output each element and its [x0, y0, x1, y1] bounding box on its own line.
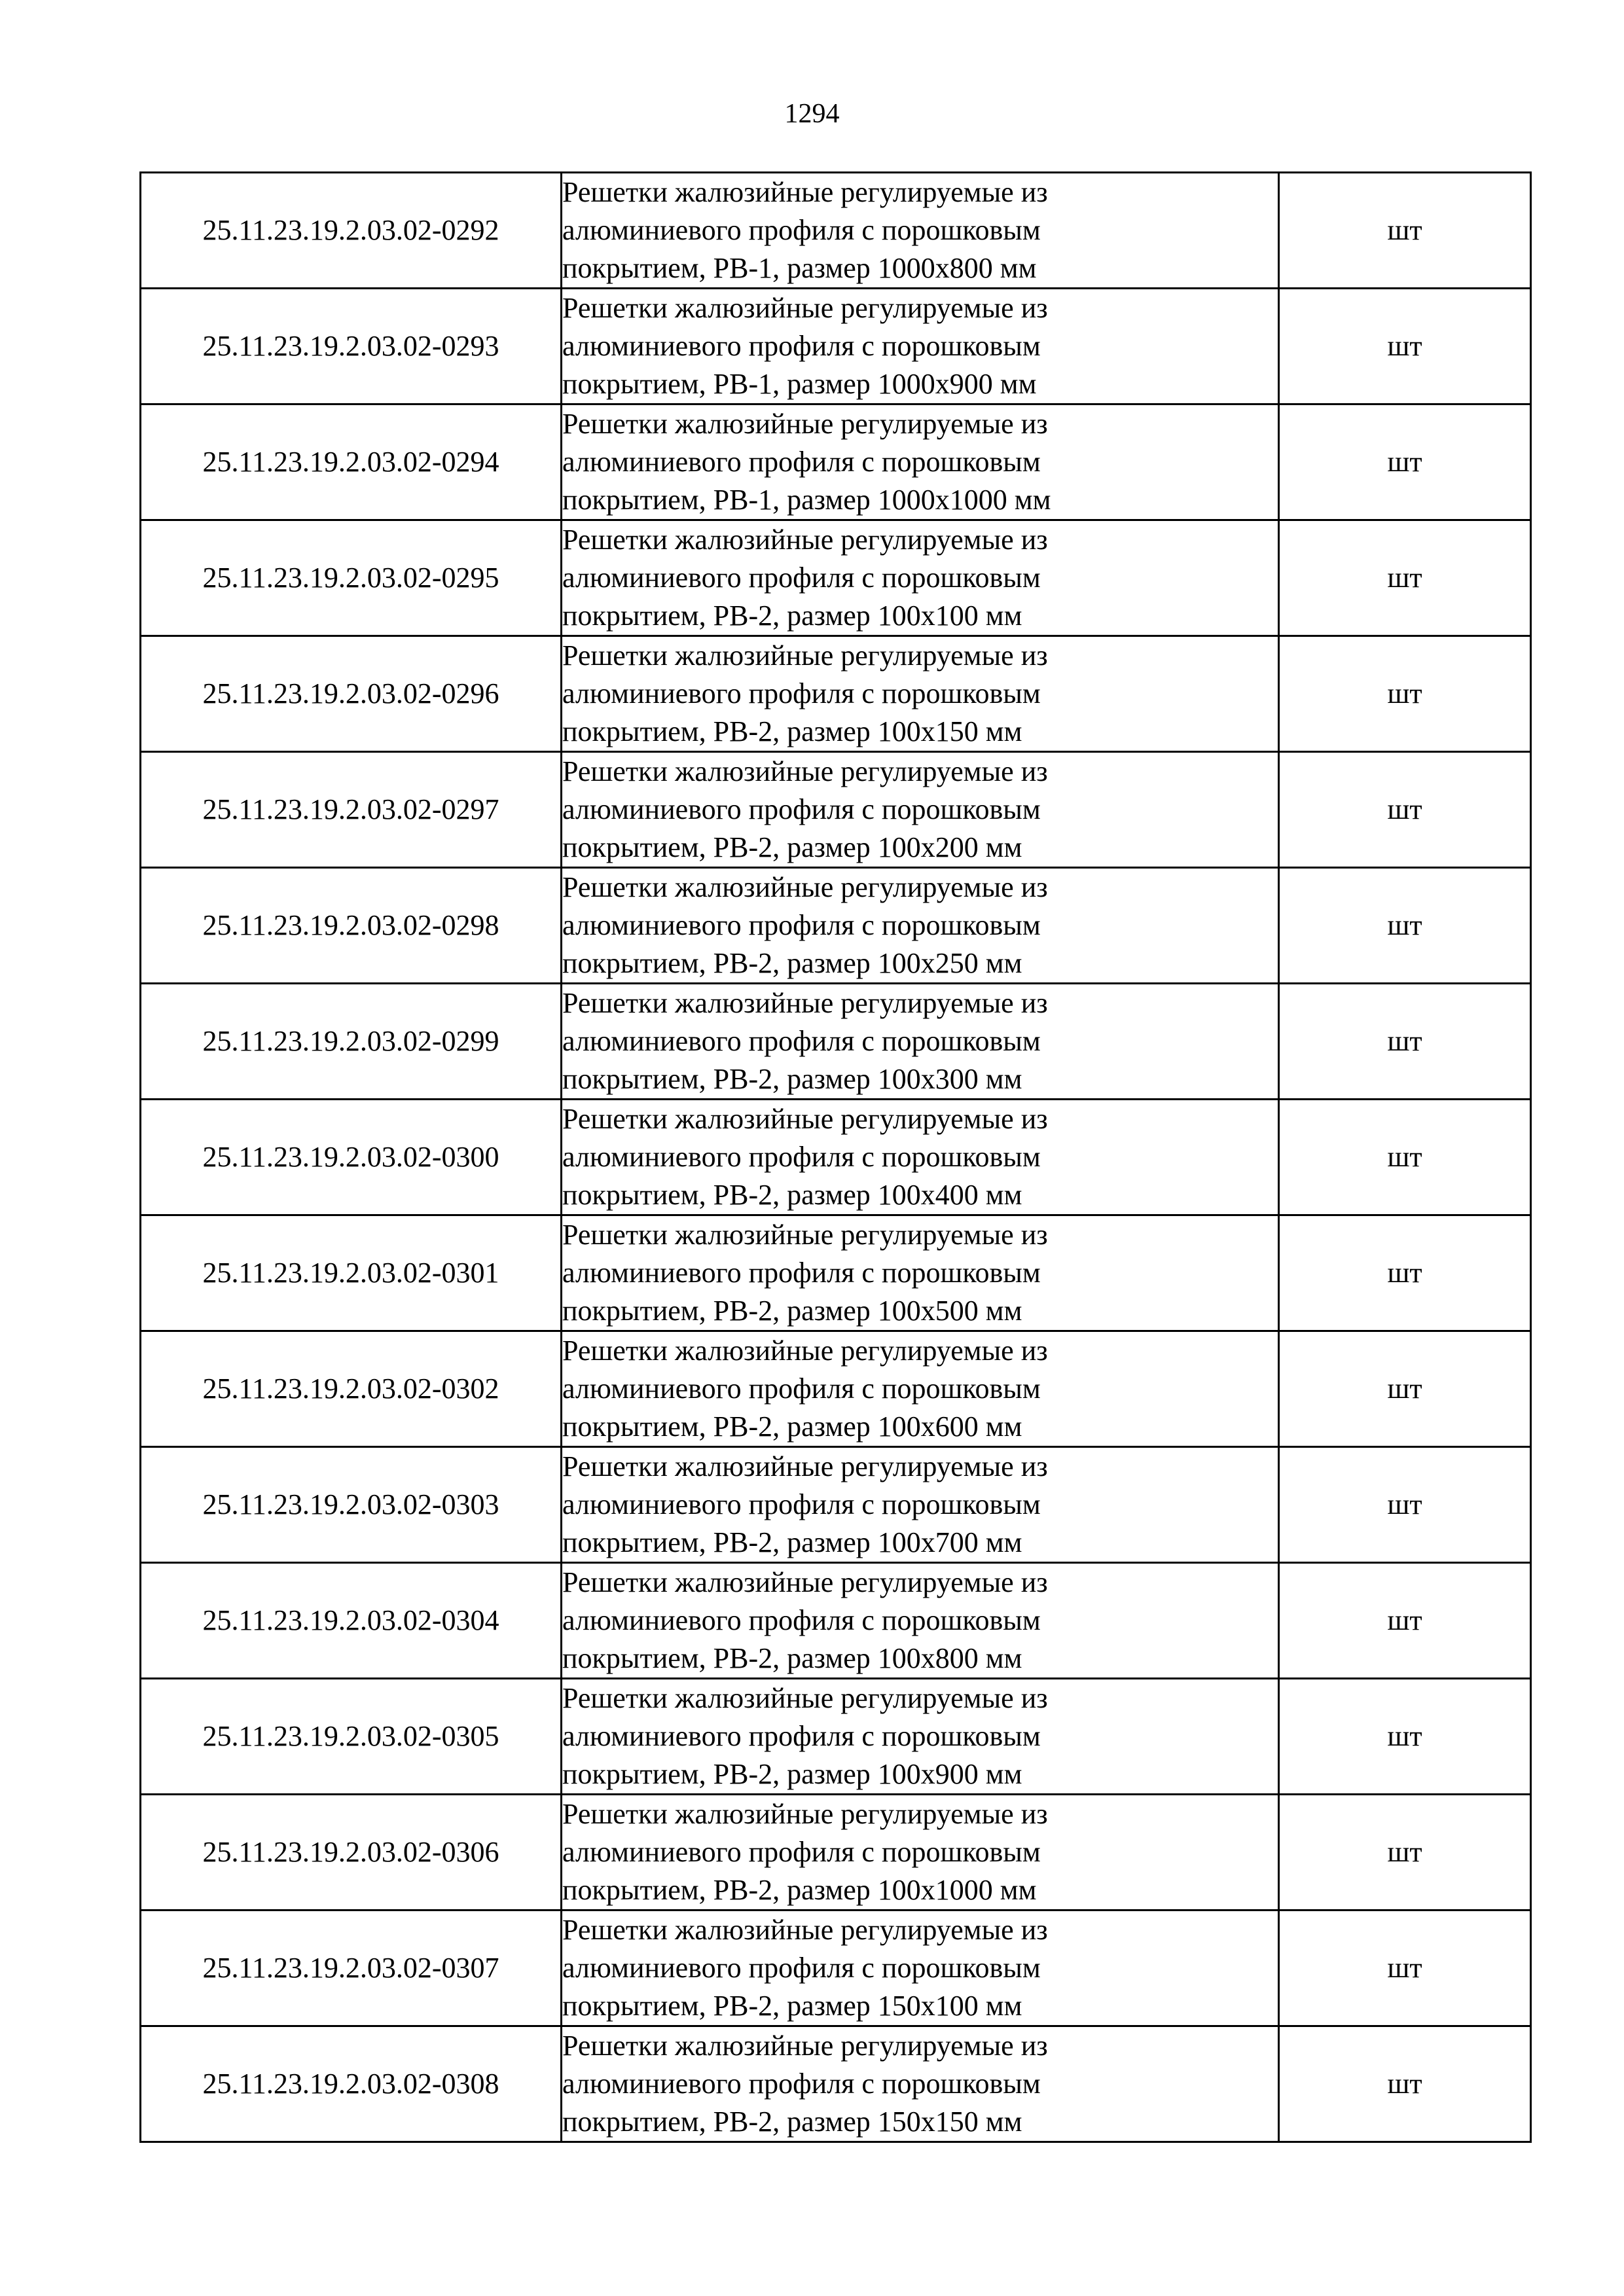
- description-line: алюминиевого профиля с порошковым: [562, 1604, 1041, 1636]
- catalog-table-body: [141, 173, 1531, 2142]
- table-row: [141, 404, 1531, 520]
- unit-cell: шт: [1279, 984, 1531, 1100]
- description-line: Решетки жалюзийные регулируемые из: [562, 176, 1048, 208]
- description-line: Решетки жалюзийные регулируемые из: [562, 1682, 1048, 1714]
- unit-cell: шт: [1279, 520, 1531, 636]
- item-description-cell: [562, 173, 1279, 289]
- table-row: [141, 984, 1531, 1100]
- description-line: Решетки жалюзийные регулируемые из: [562, 2030, 1048, 2062]
- description-line: алюминиевого профиля с порошковым: [562, 214, 1041, 246]
- item-code-cell: 25.11.23.19.2.03.02-0302: [141, 1331, 562, 1447]
- unit-cell: шт: [1279, 289, 1531, 404]
- description-line: Решетки жалюзийные регулируемые из: [562, 1335, 1048, 1367]
- item-code-cell: 25.11.23.19.2.03.02-0294: [141, 404, 562, 520]
- item-code-cell: 25.11.23.19.2.03.02-0306: [141, 1795, 562, 1910]
- table-row: [141, 173, 1531, 289]
- item-code-cell: 25.11.23.19.2.03.02-0305: [141, 1679, 562, 1795]
- item-description-cell: [562, 1910, 1279, 2026]
- unit-cell: шт: [1279, 1795, 1531, 1910]
- description-line: покрытием, РВ-1, размер 1000х1000 мм: [562, 484, 1051, 516]
- item-code-cell: 25.11.23.19.2.03.02-0307: [141, 1910, 562, 2026]
- description-line: Решетки жалюзийные регулируемые из: [562, 408, 1048, 440]
- description-line: покрытием, РВ-2, размер 100х600 мм: [562, 1410, 1022, 1443]
- unit-cell: шт: [1279, 1215, 1531, 1331]
- description-line: Решетки жалюзийные регулируемые из: [562, 871, 1048, 903]
- item-description-cell: [562, 2026, 1279, 2142]
- item-description-cell: [562, 520, 1279, 636]
- catalog-table: [139, 171, 1532, 2143]
- item-code-cell: 25.11.23.19.2.03.02-0292: [141, 173, 562, 289]
- table-row: [141, 1100, 1531, 1215]
- table-row: [141, 2026, 1531, 2142]
- description-line: покрытием, РВ-2, размер 150х100 мм: [562, 1990, 1022, 2022]
- unit-cell: шт: [1279, 1563, 1531, 1679]
- item-description-cell: [562, 636, 1279, 752]
- description-line: покрытием, РВ-2, размер 100х1000 мм: [562, 1874, 1037, 1906]
- table-row: [141, 289, 1531, 404]
- description-line: покрытием, РВ-2, размер 100х500 мм: [562, 1295, 1022, 1327]
- description-line: алюминиевого профиля с порошковым: [562, 562, 1041, 594]
- item-code-cell: 25.11.23.19.2.03.02-0295: [141, 520, 562, 636]
- description-line: Решетки жалюзийные регулируемые из: [562, 1798, 1048, 1830]
- description-line: Решетки жалюзийные регулируемые из: [562, 1103, 1048, 1135]
- description-line: Решетки жалюзийные регулируемые из: [562, 292, 1048, 324]
- item-description-cell: [562, 289, 1279, 404]
- description-line: алюминиевого профиля с порошковым: [562, 1488, 1041, 1520]
- table-row: [141, 1795, 1531, 1910]
- page-number: 1294: [784, 99, 840, 129]
- description-line: покрытием, РВ-2, размер 100х300 мм: [562, 1063, 1022, 1095]
- unit-cell: шт: [1279, 752, 1531, 868]
- table-row: [141, 1679, 1531, 1795]
- description-line: алюминиевого профиля с порошковым: [562, 1372, 1041, 1405]
- item-description-cell: [562, 1215, 1279, 1331]
- description-line: покрытием, РВ-2, размер 100х150 мм: [562, 715, 1022, 747]
- description-line: алюминиевого профиля с порошковым: [562, 1952, 1041, 1984]
- item-code-cell: 25.11.23.19.2.03.02-0304: [141, 1563, 562, 1679]
- description-line: покрытием, РВ-2, размер 100х100 мм: [562, 600, 1022, 632]
- item-code-cell: 25.11.23.19.2.03.02-0301: [141, 1215, 562, 1331]
- description-line: алюминиевого профиля с порошковым: [562, 330, 1041, 362]
- item-description-cell: [562, 1563, 1279, 1679]
- table-row: [141, 1447, 1531, 1563]
- item-description-cell: [562, 1331, 1279, 1447]
- unit-cell: шт: [1279, 636, 1531, 752]
- description-line: Решетки жалюзийные регулируемые из: [562, 987, 1048, 1019]
- description-line: покрытием, РВ-2, размер 100х900 мм: [562, 1758, 1022, 1790]
- item-code-cell: 25.11.23.19.2.03.02-0297: [141, 752, 562, 868]
- item-code-cell: 25.11.23.19.2.03.02-0298: [141, 868, 562, 984]
- item-code-cell: 25.11.23.19.2.03.02-0300: [141, 1100, 562, 1215]
- table-row: [141, 636, 1531, 752]
- unit-cell: шт: [1279, 1100, 1531, 1215]
- item-description-cell: [562, 868, 1279, 984]
- description-line: Решетки жалюзийные регулируемые из: [562, 639, 1048, 672]
- description-line: покрытием, РВ-2, размер 100х250 мм: [562, 947, 1022, 979]
- unit-cell: шт: [1279, 173, 1531, 289]
- unit-cell: шт: [1279, 1679, 1531, 1795]
- table-row: [141, 1215, 1531, 1331]
- description-line: Решетки жалюзийные регулируемые из: [562, 1566, 1048, 1598]
- description-line: алюминиевого профиля с порошковым: [562, 909, 1041, 941]
- item-description-cell: [562, 1447, 1279, 1563]
- unit-cell: шт: [1279, 1447, 1531, 1563]
- table-row: [141, 1331, 1531, 1447]
- description-line: Решетки жалюзийные регулируемые из: [562, 524, 1048, 556]
- description-line: алюминиевого профиля с порошковым: [562, 677, 1041, 709]
- unit-cell: шт: [1279, 2026, 1531, 2142]
- description-line: алюминиевого профиля с порошковым: [562, 793, 1041, 825]
- item-code-cell: 25.11.23.19.2.03.02-0296: [141, 636, 562, 752]
- description-line: алюминиевого профиля с порошковым: [562, 1257, 1041, 1289]
- item-description-cell: [562, 404, 1279, 520]
- description-line: алюминиевого профиля с порошковым: [562, 1836, 1041, 1868]
- description-line: покрытием, РВ-2, размер 150х150 мм: [562, 2106, 1022, 2138]
- description-line: покрытием, РВ-2, размер 100х700 мм: [562, 1526, 1022, 1558]
- item-code-cell: 25.11.23.19.2.03.02-0303: [141, 1447, 562, 1563]
- item-description-cell: [562, 752, 1279, 868]
- unit-cell: шт: [1279, 1331, 1531, 1447]
- table-row: [141, 1563, 1531, 1679]
- unit-cell: шт: [1279, 1910, 1531, 2026]
- description-line: покрытием, РВ-2, размер 100х800 мм: [562, 1642, 1022, 1674]
- description-line: Решетки жалюзийные регулируемые из: [562, 1450, 1048, 1482]
- description-line: Решетки жалюзийные регулируемые из: [562, 1914, 1048, 1946]
- unit-cell: шт: [1279, 404, 1531, 520]
- item-description-cell: [562, 1679, 1279, 1795]
- table-row: [141, 868, 1531, 984]
- item-description-cell: [562, 984, 1279, 1100]
- description-line: покрытием, РВ-2, размер 100х400 мм: [562, 1179, 1022, 1211]
- item-description-cell: [562, 1100, 1279, 1215]
- item-code-cell: 25.11.23.19.2.03.02-0293: [141, 289, 562, 404]
- description-line: покрытием, РВ-1, размер 1000х800 мм: [562, 252, 1037, 284]
- table-row: [141, 520, 1531, 636]
- description-line: алюминиевого профиля с порошковым: [562, 2068, 1041, 2100]
- description-line: покрытием, РВ-1, размер 1000х900 мм: [562, 368, 1037, 400]
- description-line: покрытием, РВ-2, размер 100х200 мм: [562, 831, 1022, 863]
- description-line: алюминиевого профиля с порошковым: [562, 1025, 1041, 1057]
- description-line: Решетки жалюзийные регулируемые из: [562, 755, 1048, 787]
- item-code-cell: 25.11.23.19.2.03.02-0308: [141, 2026, 562, 2142]
- item-description-cell: [562, 1795, 1279, 1910]
- item-code-cell: 25.11.23.19.2.03.02-0299: [141, 984, 562, 1100]
- description-line: алюминиевого профиля с порошковым: [562, 1720, 1041, 1752]
- table-row: [141, 752, 1531, 868]
- description-line: алюминиевого профиля с порошковым: [562, 1141, 1041, 1173]
- table-row: [141, 1910, 1531, 2026]
- description-line: Решетки жалюзийные регулируемые из: [562, 1219, 1048, 1251]
- description-line: алюминиевого профиля с порошковым: [562, 446, 1041, 478]
- unit-cell: шт: [1279, 868, 1531, 984]
